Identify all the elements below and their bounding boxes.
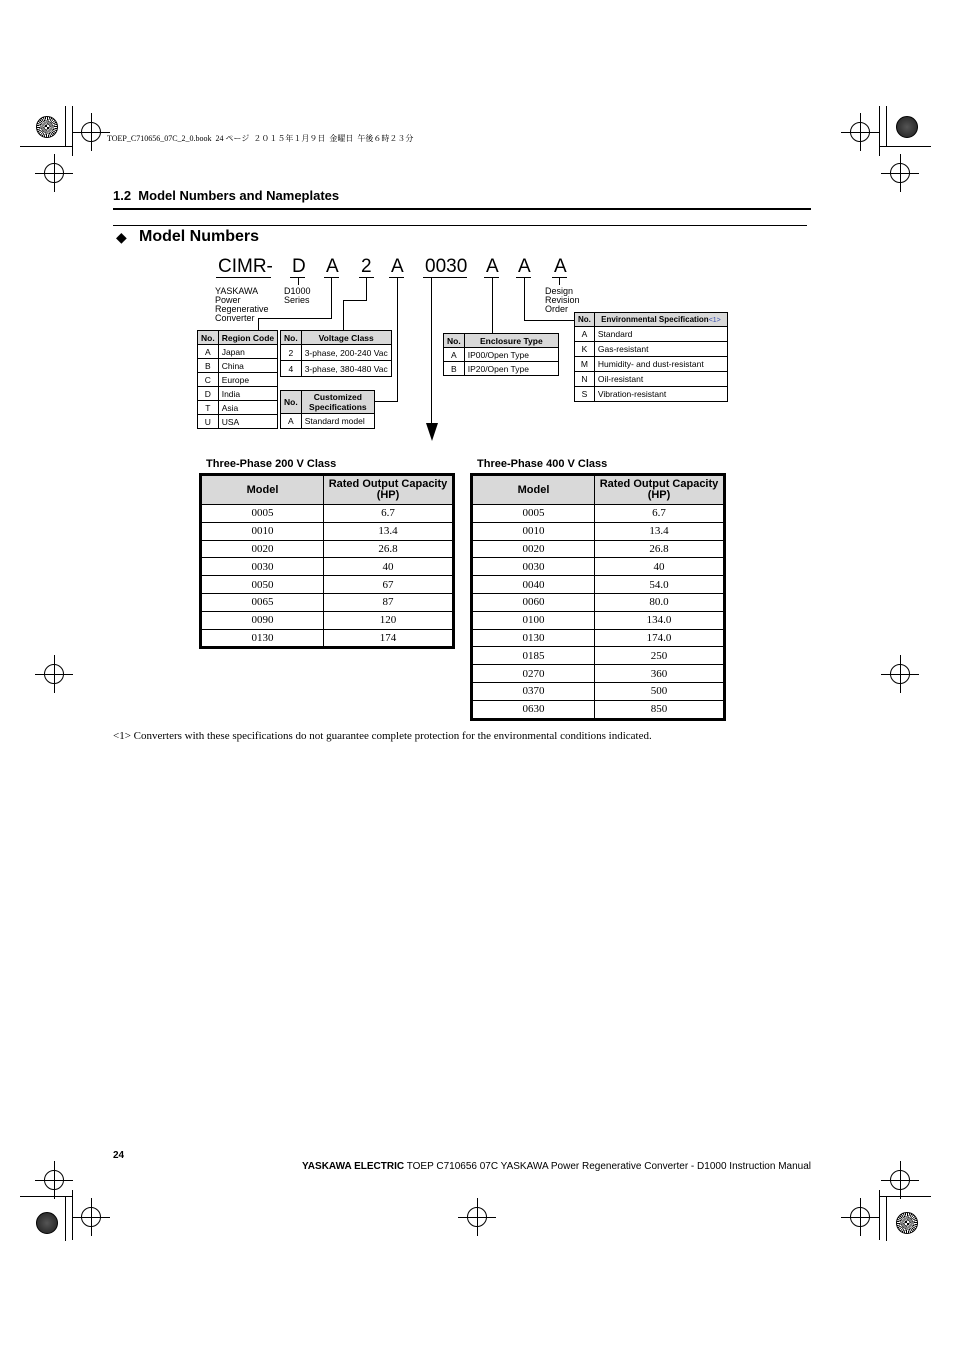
enclosure-table — [443, 333, 559, 376]
table-row: M Humidity- and dust-resistant — [575, 357, 728, 372]
table-row: N Oil-resistant — [575, 372, 728, 387]
table-row: 0005 6.7 — [473, 505, 724, 523]
region-table — [197, 330, 278, 429]
section-title: 1.2 Model Numbers and Nameplates — [113, 188, 340, 203]
connector-line — [492, 278, 493, 333]
footnote: <1> Converters with these specifications do not guarantee complete protection for the environmental conditions indicated. — [113, 730, 652, 742]
registration-mark — [890, 163, 910, 183]
table-row: 0130 174 — [202, 629, 453, 647]
registration-mark — [467, 1207, 487, 1227]
connector-line — [524, 278, 525, 320]
crop-mark — [72, 1190, 73, 1240]
table-row: A Standard model — [281, 414, 375, 429]
crop-mark — [886, 106, 887, 146]
registration-mark — [44, 1170, 64, 1190]
table-row: D India — [198, 387, 278, 401]
code-series: D — [292, 256, 306, 277]
design-label: Design Revision Order — [545, 286, 580, 314]
table-row: 0130 174.0 — [473, 629, 724, 647]
table-row: S Vibration-resistant — [575, 387, 728, 402]
capacity-table-400v — [472, 475, 724, 719]
custom-spec-table — [280, 390, 375, 429]
crop-mark — [879, 106, 880, 156]
registration-mark — [81, 122, 101, 142]
col-header: No. — [575, 313, 595, 327]
col-header: No. — [198, 331, 219, 345]
registration-mark — [890, 1170, 910, 1190]
voltage-table — [280, 330, 392, 377]
crop-mark — [879, 1190, 880, 1240]
connector-line — [375, 401, 398, 402]
table-row: 0370 500 — [473, 682, 724, 700]
table-row: 0630 850 — [473, 700, 724, 718]
environmental-table — [574, 312, 728, 402]
crop-mark — [879, 146, 931, 147]
crop-mark — [20, 146, 72, 147]
registration-mark — [44, 664, 64, 684]
table-row: B IP20/Open Type — [444, 362, 559, 376]
table-200-title: Three-Phase 200 V Class — [206, 458, 337, 470]
registration-mark — [44, 163, 64, 183]
table-row: 0050 67 — [202, 576, 453, 594]
table-row: 4 3-phase, 380-480 Vac — [281, 361, 392, 377]
col-header: Voltage Class — [301, 331, 391, 345]
connector-line — [397, 278, 398, 402]
print-stamp: TOEP_C710656_07C_2_0.book 24 ページ ２０１５年１月９日 金曜日 午後６時２３分 — [107, 134, 414, 143]
col-header: Customized Specifications — [301, 391, 374, 414]
page-heading: Model Numbers — [139, 228, 260, 245]
connector-line — [258, 318, 259, 330]
table-row: B China — [198, 359, 278, 373]
connector-line — [524, 320, 574, 321]
code-prefix: CIMR- — [218, 256, 273, 277]
table-row: 0270 360 — [473, 665, 724, 683]
table-row: 0030 40 — [473, 558, 724, 576]
table-row: 0020 26.8 — [202, 540, 453, 558]
registration-mark — [890, 664, 910, 684]
connector-line — [431, 278, 432, 424]
print-target-mark — [896, 116, 918, 138]
table-row: T Asia — [198, 401, 278, 415]
col-header: Enclosure Type — [464, 334, 558, 348]
code-design: A — [554, 256, 567, 277]
capacity-arrow-icon — [426, 423, 438, 441]
heading-bullet-icon: ◆ — [116, 229, 127, 245]
crop-mark — [20, 1196, 72, 1197]
table-400-title: Three-Phase 400 V Class — [477, 458, 608, 470]
crop-mark — [65, 106, 66, 146]
page-number: 24 — [113, 1150, 125, 1161]
crop-mark — [65, 1196, 66, 1241]
col-header: No. — [444, 334, 465, 348]
col-header: Rated Output Capacity (HP) — [595, 476, 724, 505]
code-underline — [216, 277, 271, 278]
connector-line — [258, 318, 332, 319]
registration-mark — [850, 1207, 870, 1227]
table-row: 0060 80.0 — [473, 593, 724, 611]
table-row: 0010 13.4 — [473, 522, 724, 540]
code-voltage: 2 — [361, 256, 372, 277]
table-row: C Europe — [198, 373, 278, 387]
col-header: No. — [281, 331, 302, 345]
table-row: 0020 26.8 — [473, 540, 724, 558]
code-env: A — [518, 256, 531, 277]
table-row: 0100 134.0 — [473, 611, 724, 629]
col-header: Rated Output Capacity (HP) — [324, 476, 453, 505]
code-capacity: 0030 — [425, 256, 468, 277]
connector-line — [559, 278, 560, 285]
table-row: 0040 54.0 — [473, 576, 724, 594]
registration-mark — [850, 122, 870, 142]
heading-rule — [113, 225, 807, 226]
footer-text — [296, 1150, 811, 1172]
series-label: D1000 Series — [284, 286, 311, 305]
table-row: U USA — [198, 415, 278, 429]
col-header: No. — [281, 391, 302, 414]
col-header: Environmental Specification<1> — [594, 313, 727, 327]
connector-line — [366, 278, 367, 300]
crop-mark — [72, 106, 73, 156]
table-row: 0090 120 — [202, 611, 453, 629]
footnote-ref[interactable]: <1> — [708, 317, 721, 324]
crop-mark — [879, 1196, 931, 1197]
footer-brand: YASKAWA ELECTRIC — [302, 1161, 405, 1172]
connector-line — [331, 278, 332, 318]
table-row: 0185 250 — [473, 647, 724, 665]
table-row: 0005 6.7 — [202, 505, 453, 523]
table-row: 0010 13.4 — [202, 522, 453, 540]
table-row: 0030 40 — [202, 558, 453, 576]
section-rule — [113, 208, 811, 210]
print-target-mark — [36, 1212, 58, 1234]
connector-line — [343, 300, 344, 330]
col-header: Model — [202, 476, 324, 505]
table-row: A Standard — [575, 327, 728, 342]
table-row: K Gas-resistant — [575, 342, 728, 357]
table-row: A IP00/Open Type — [444, 348, 559, 362]
code-custom: A — [391, 256, 404, 277]
col-header: Model — [473, 476, 595, 505]
registration-mark — [81, 1207, 101, 1227]
table-row: 2 3-phase, 200-240 Vac — [281, 345, 392, 361]
code-underline — [423, 277, 467, 278]
print-target-mark — [36, 116, 58, 138]
print-target-mark — [896, 1212, 918, 1234]
footer-manual: TOEP C710656 07C YASKAWA Power Regenerative Converter - D1000 Instruction Manual — [404, 1161, 811, 1172]
connector-line — [298, 278, 299, 285]
yaskawa-label: YASKAWA Power Regenerative Converter — [215, 286, 269, 323]
table-row: A Japan — [198, 345, 278, 359]
code-region: A — [326, 256, 339, 277]
table-row: 0065 87 — [202, 593, 453, 611]
connector-line — [343, 300, 367, 301]
code-enclosure: A — [486, 256, 499, 277]
capacity-table-200v — [201, 475, 453, 647]
crop-mark — [886, 1196, 887, 1241]
col-header: Region Code — [218, 331, 277, 345]
